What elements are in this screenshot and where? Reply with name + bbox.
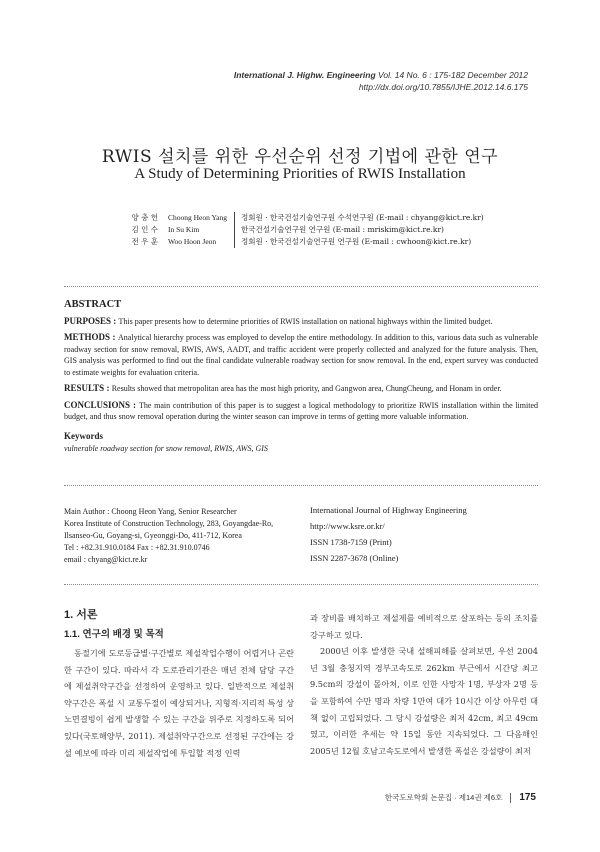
author-name-ko: 전 우 훈: [131, 237, 158, 246]
body-column-left: [64, 645, 294, 761]
corresponding-author-info: [64, 506, 273, 566]
abstract-block: [64, 299, 538, 455]
author-divider: [234, 236, 235, 248]
contact-line: Korea Institute of Construction Technology, 283, Goyangdae-Ro,: [64, 519, 274, 528]
body-paragraph: 과 장비를 배치하고 제설제를 예비적으로 살포하는 등의 조치를 강구하고 있다.: [310, 613, 538, 640]
methods-label: METHODS :: [64, 332, 119, 342]
author-affiliation: 정회원 · 한국건설기술연구원 연구원 (E-mail : cwhoon@kict.re.kr): [241, 237, 472, 246]
journal-header: [234, 69, 528, 93]
body-column-right: [310, 610, 538, 759]
subsection-heading: 1.1. 연구의 배경 및 목적: [64, 629, 164, 640]
abstract-purposes: [64, 316, 538, 328]
keywords-heading: Keywords: [64, 430, 103, 441]
contact-line: Ilsanseo-Gu, Goyang-si, Gyeonggi-Do, 411-712, Korea: [64, 531, 242, 540]
footer-journal: 한국도로학회 논문집 · 제14권 제6호: [384, 793, 503, 802]
doi-link[interactable]: http://dx.doi.org/10.7855/IJHE.2012.14.6.175: [358, 82, 528, 92]
author-name-en: In Su Kim: [168, 225, 200, 234]
divider-middle: [64, 485, 538, 486]
journal-info: [310, 502, 467, 566]
contact-line: Tel : +82.31.910.0184 Fax : +82.31.910.0746: [64, 543, 210, 552]
body-paragraph: 2000년 이후 발생한 국내 설해피해를 살펴보면, 우선 2004년 3월 충청지역 경부고속도로 262km 부근에서 시간당 최고 9.5cm의 강설이 몰아쳐, 이로 인한 사망자 1명, 부상자 2명 등을 포함하여 수만 명과 차량 1만여 대가 10시간 이상 아무런 대책 없이 고립되었다. 그 당시 강설량은 최저 42cm, 최고 49cm였고, 이러한 추세는 약 15일 동안 지속되었다. 그 다음해인 2005년 12월 호남고속도로에서 발생한 폭설은 강설량이 최저: [310, 646, 538, 756]
keywords-text: vulnerable roadway section for snow removal, RWIS, AWS, GIS: [64, 444, 268, 453]
journal-url-link[interactable]: http://www.ksre.or.kr/: [310, 521, 385, 531]
divider-top: [64, 286, 538, 287]
journal-info-line: International Journal of Highway Engineering: [310, 505, 467, 515]
title-korean: RWIS 설치를 위한 우선순위 선정 기법에 관한 연구: [101, 147, 499, 167]
title-english: A Study of Determining Priorities of RWIS Installation: [134, 166, 466, 182]
author-affiliation: 정회원 · 한국건설기술연구원 수석연구원 (E-mail : chyang@kict.re.kr): [241, 213, 484, 222]
conclusions-text: The main contribution of this paper is to suggest a logical methodology to prioritize RWIS installation within the limited budget, and thus snow removal operation during the winter season can improve in terms of getting more valuable information.: [64, 400, 538, 421]
abstract-heading: ABSTRACT: [64, 299, 122, 310]
methods-text: Analytical hierarchy process was employed to develop the entire methodology. In addition to this, various data such as vulnerable roadway section for snow removal, RWIS, AWS, AADT, and traffic accident were properly collected and analyzed for the future analysis. Then, GIS analysis was performed to find out the final candidate vulnerable roadway section for snow removal. In the end, expert survey was conducted to estimate weights for evaluation criteria.: [64, 333, 538, 377]
author-name-ko: 김 인 수: [131, 225, 158, 234]
author-divider: [234, 224, 235, 236]
contact-line: email : chyang@kict.re.kr: [64, 555, 148, 564]
journal-info-line: ISSN 1738-7159 (Print): [310, 537, 392, 547]
abstract-conclusions: [64, 400, 538, 423]
page-footer: [385, 792, 536, 803]
purposes-label: PURPOSES :: [64, 315, 119, 326]
author-row: [110, 212, 484, 224]
body-paragraph: 동절기에 도로등급별·구간별로 제설작업수행이 어렵거나 곤란한 구간이 있다. 따라서 각 도로관리기관은 매년 전체 담당 구간에 제설취약구간을 선정하여 운영하고 있다. 일반적으로 제설취약구간은 폭설 시 교통두절이 예상되거나, 지형적·지리적 특성 상 노면결빙이 쉽게 발생할 수 있는 구간을 위주로 지정하도록 되어 있다(국토해양부, 2011). 제설취약구간으로 선정된 구간에는 강설 예보에 따라 미리 제설작업에 투입할 적정 인력: [64, 648, 294, 758]
conclusions-label: CONCLUSIONS :: [64, 399, 139, 410]
author-affiliation: 한국건설기술연구원 연구원 (E-mail : mriskim@kict.re.kr): [241, 225, 444, 234]
section-heading: 1. 서론: [64, 609, 98, 621]
abstract-methods: [64, 332, 538, 378]
page-number: 175: [519, 792, 536, 803]
author-name-ko: 양 충 헌: [131, 213, 158, 222]
journal-name: International J. Highw. Engineering: [233, 70, 376, 80]
divider-bottom: [64, 584, 538, 585]
author-name-en: Choong Heon Yang: [168, 213, 227, 222]
author-row: [110, 224, 484, 236]
journal-issue: Vol. 14 No. 6 : 175-182 December 2012: [375, 70, 528, 80]
author-row: [110, 236, 484, 248]
abstract-results: [64, 383, 538, 395]
journal-info-line: ISSN 2287-3678 (Online): [310, 553, 399, 563]
author-divider: [234, 212, 235, 224]
results-text: Results showed that metropolitan area has the most high priority, and Gangwon area, ChungCheung, and Honam in order.: [111, 384, 502, 393]
author-name-en: Woo Hoon Jeon: [168, 237, 217, 246]
footer-separator: [510, 793, 511, 803]
results-label: RESULTS :: [64, 383, 112, 393]
author-list: [110, 212, 484, 248]
contact-line: Main Author : Choong Heon Yang, Senior Researcher: [64, 507, 237, 516]
purposes-text: This paper presents how to determine priorities of RWIS installation on national highways within the limited budget.: [118, 316, 493, 326]
